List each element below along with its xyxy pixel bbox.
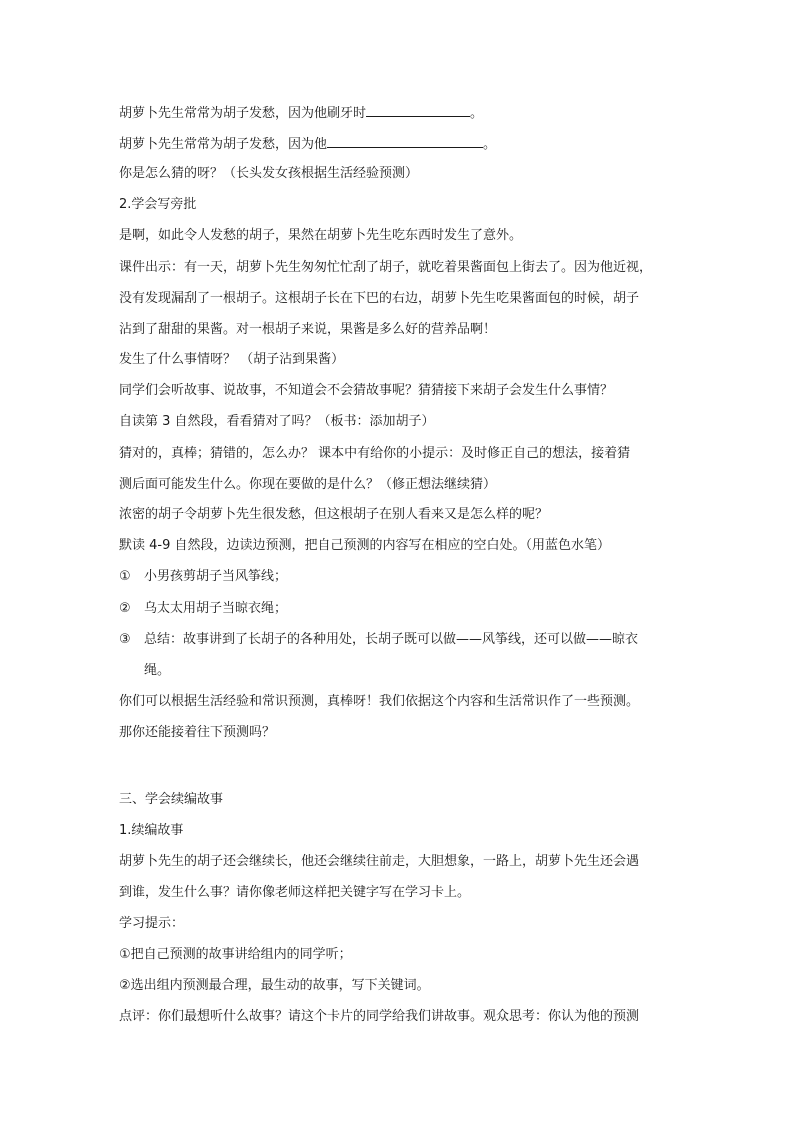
paragraph: 是啊，如此令人发愁的胡子，果然在胡萝卜先生吃东西时发生了意外。 [119,228,523,243]
paragraph-line: 猜对的，真棒；猜错的，怎么办？ 课本中有给你的小提示：及时修正自己的想法，接着猜 [119,446,631,461]
paragraph-line: 到谁，发生什么事？请你像老师这样把关键字写在学习卡上。 [119,885,471,900]
sentence-end: 。 [470,106,484,121]
section-heading: 三、学会续编故事 [119,792,224,807]
list-item-continuation: 绳。 [144,663,171,678]
paragraph-line: 没有发现漏刮了一根胡子。这根胡子长在下巴的右边，胡萝卜先生吃果酱面包的时候，胡子 [119,291,640,306]
paragraph: ②选出组内预测最合理，最生动的故事，写下关键词。 [119,978,430,993]
paragraph: 发生了什么事情呀？ （胡子沾到果酱） [119,352,345,367]
paragraph-line: 你们可以根据生活经验和常识预测，真棒呀！我们依据这个内容和生活常识作了一些预测。 [119,694,640,709]
paragraph: 你是怎么猜的呀？（长头发女孩根据生活经验预测） [119,166,419,181]
sentence-text: 胡萝卜先生常常为胡子发愁，因为他 [119,137,328,152]
sentence-text: 胡萝卜先生常常为胡子发愁，因为他刷牙时 [119,106,367,121]
list-number: ② [119,601,131,616]
paragraph-line: 沾到了甜甜的果酱。对一根胡子来说，果酱是多么好的营养品啊！ [119,322,497,337]
paragraph: 学习提示： [119,916,185,931]
paragraph: 浓密的胡子令胡萝卜先生很发愁，但这根胡子在别人看来又是怎么样的呢？ [119,507,549,522]
list-item [119,569,287,585]
sentence-end: 。 [483,137,497,152]
list-item [119,601,287,617]
list-text: 乌太太用胡子当晾衣绳； [144,601,288,616]
paragraph-line: 课件出示：有一天，胡萝卜先生匆匆忙忙刮了胡子，就吃着果酱面包上街去了。因为他近视， [119,260,653,275]
answer-blank [366,105,470,117]
paragraph: ①把自己预测的故事讲给组内的同学听； [119,947,352,962]
fill-blank-sentence-2 [119,136,496,153]
list-text: 总结：故事讲到了长胡子的各种用处，长胡子既可以做——风筝线，还可以做——晾衣 [144,632,639,647]
paragraph-line: 那你还能接着往下预测吗？ [119,725,276,740]
list-number: ③ [119,632,131,647]
list-item [119,632,638,648]
answer-blank [327,136,483,148]
paragraph: 默读 4-9 自然段，边读边预测，把自己预测的内容写在相应的空白处。（用蓝色水笔） [119,538,610,553]
list-number: ① [119,569,131,584]
paragraph: 同学们会听故事、说故事，不知道会不会猜故事呢？猜猜接下来胡子会发生什么事情？ [119,383,614,398]
paragraph-line: 胡萝卜先生的胡子还会继续长，他还会继续往前走，大胆想象，一路上，胡萝卜先生还会遇 [119,854,640,869]
subsection-heading: 1.续编故事 [119,823,184,838]
paragraph: 点评：你们最想听什么故事？请这个卡片的同学给我们讲故事。观众思考：你认为他的预测 [119,1009,640,1024]
list-text: 小男孩剪胡子当风筝线； [144,569,288,584]
paragraph-line: 测后面可能发生什么。你现在要做的是什么？（修正想法继续猜） [119,477,497,492]
fill-blank-sentence-1 [119,105,483,122]
section-heading: 2.学会写旁批 [119,197,197,212]
paragraph: 自读第 3 自然段，看看猜对了吗？（板书：添加胡子） [119,414,435,429]
